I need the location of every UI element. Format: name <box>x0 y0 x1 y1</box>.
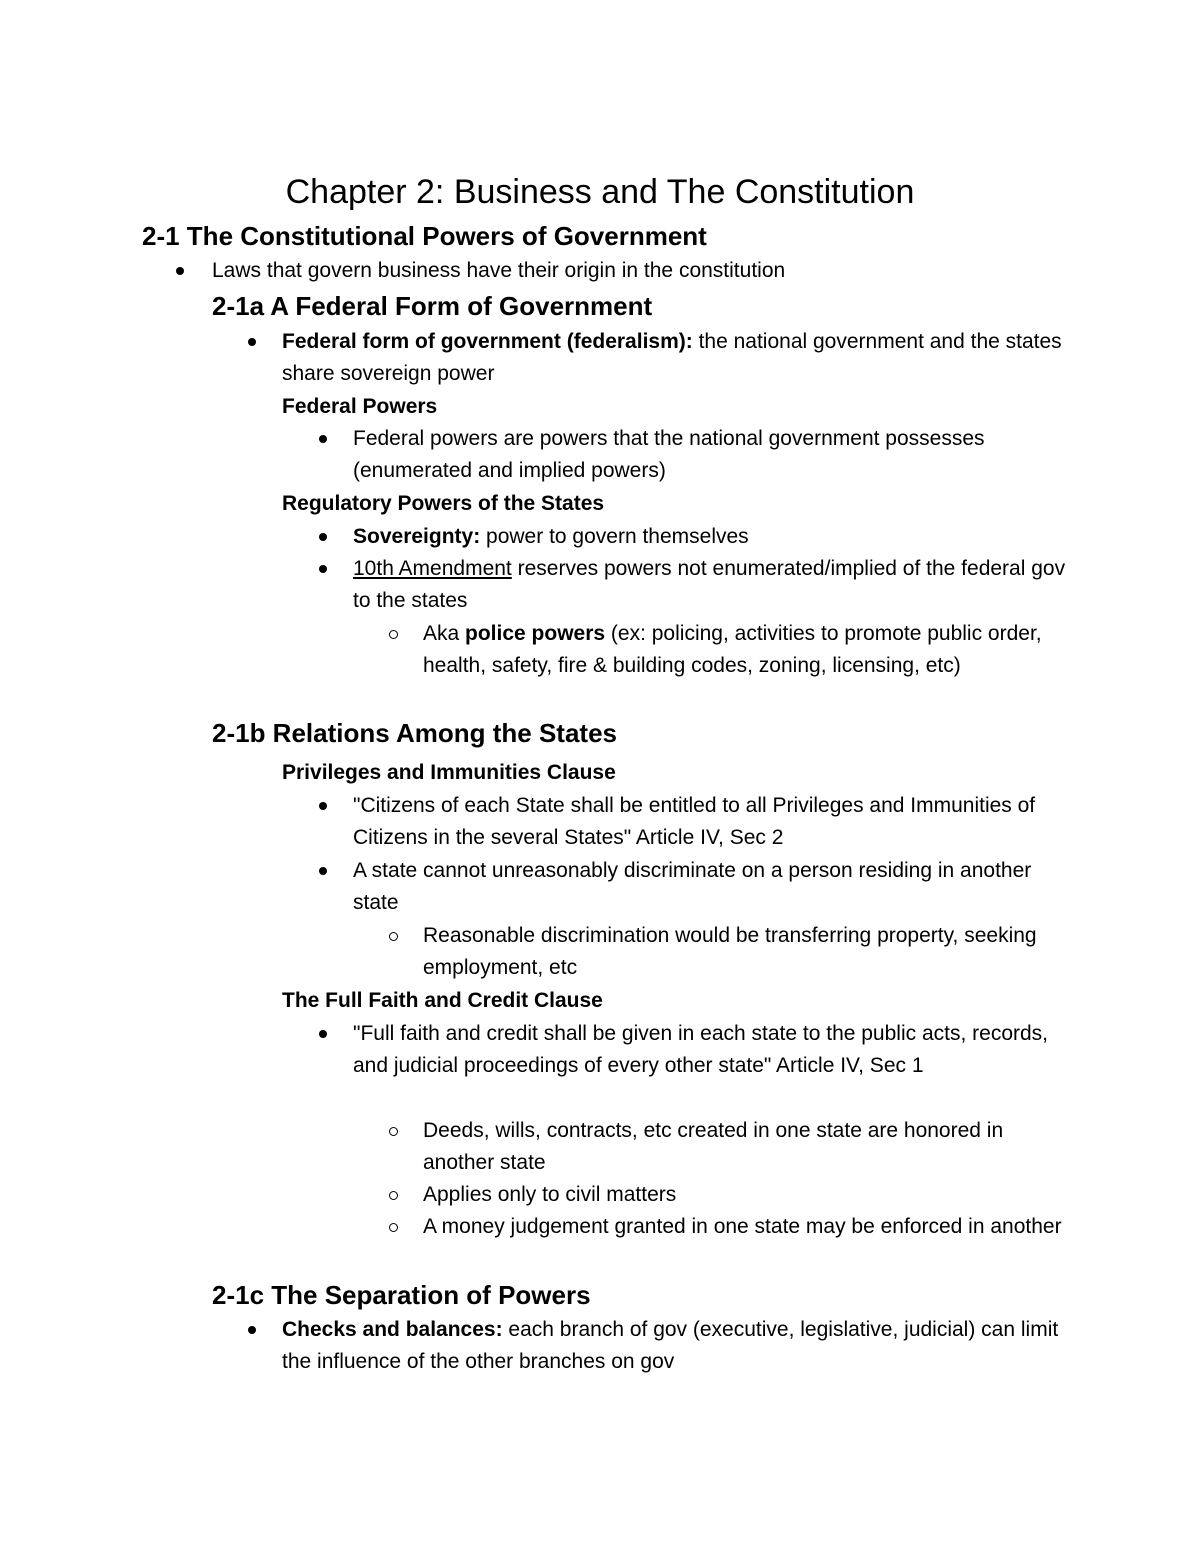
circle-bullet-icon <box>389 1223 398 1232</box>
circle-bullet-icon <box>389 1127 398 1136</box>
bullet-icon <box>319 1030 327 1038</box>
section-heading-2-1: 2-1 The Constitutional Powers of Government <box>142 221 707 251</box>
term-checks-balances: Checks and balances: <box>282 1318 503 1341</box>
list-item <box>212 255 1112 287</box>
list-item <box>353 1018 1073 1082</box>
definition-federalism: the national government and the states share sovereign power <box>282 330 1062 385</box>
tenth-amendment-link[interactable]: 10th Amendment <box>353 557 512 580</box>
subheading-privileges-immunities: Privileges and Immunities Clause <box>282 761 616 784</box>
list-item <box>423 618 1063 682</box>
list-item-text <box>423 618 1063 682</box>
term-federalism: Federal form of government (federalism): <box>282 330 693 353</box>
list-item-text <box>353 553 1073 617</box>
list-item-text <box>353 521 1073 553</box>
list-item-text: Reasonable discrimination would be transferring property, seeking employment, etc <box>423 924 1037 979</box>
list-item <box>282 326 1072 390</box>
list-item-text: Applies only to civil matters <box>423 1183 677 1206</box>
list-item-text: Laws that govern business have their origin in the constitution <box>212 259 786 282</box>
definition-sovereignty: power to govern themselves <box>480 525 749 548</box>
definition-checks-balances: each branch of gov (executive, legislative, judicial) can limit the influence of the other branches on gov <box>282 1318 1059 1373</box>
section-heading-2-1c: 2-1c The Separation of Powers <box>212 1280 591 1310</box>
section-heading-2-1a: 2-1a A Federal Form of Government <box>212 291 653 321</box>
term-police-powers: police powers <box>465 622 606 645</box>
list-item <box>423 920 1063 984</box>
list-item <box>423 1115 1063 1179</box>
bullet-icon <box>319 533 327 541</box>
circle-bullet-icon <box>389 630 398 639</box>
police-powers-text: (ex: policing, activities to promote public order, health, safety, fire & building codes, zoning, licensing, etc) <box>423 622 1042 677</box>
tenth-amendment-text: reserves powers not enumerated/implied of the federal gov to the states <box>353 557 1066 612</box>
list-item-text: Deeds, wills, contracts, etc created in one state are honored in another state <box>423 1119 1004 1174</box>
police-prefix: Aka <box>423 622 466 645</box>
list-item <box>353 855 1073 919</box>
list-item-text: A money judgement granted in one state may be enforced in another <box>423 1215 1062 1238</box>
list-item <box>423 1179 1063 1211</box>
bullet-icon <box>176 267 184 275</box>
list-item <box>423 1211 1063 1243</box>
bullet-icon <box>319 565 327 573</box>
list-item-text <box>282 326 1072 390</box>
subheading-regulatory-powers: Regulatory Powers of the States <box>282 492 605 515</box>
list-item <box>353 553 1073 617</box>
bullet-icon <box>319 867 327 875</box>
list-item-text: "Citizens of each State shall be entitled to all Privileges and Immunities of Citizens in the several States" Article IV, Sec 2 <box>353 794 1036 849</box>
circle-bullet-icon <box>389 932 398 941</box>
list-item-text <box>282 1314 1072 1378</box>
list-item <box>353 423 1073 487</box>
circle-bullet-icon <box>389 1191 398 1200</box>
list-item-text: Federal powers are powers that the national government possesses (enumerated and implied powers) <box>353 427 985 482</box>
list-item <box>353 790 1073 854</box>
bullet-icon <box>319 802 327 810</box>
list-item <box>353 521 1073 553</box>
list-item-text: "Full faith and credit shall be given in each state to the public acts, records, and judicial proceedings of every other state" Article IV, Sec 1 <box>353 1022 1048 1077</box>
bullet-icon <box>248 338 256 346</box>
list-item-text: A state cannot unreasonably discriminate on a person residing in another state <box>353 859 1032 914</box>
bullet-icon <box>319 435 327 443</box>
page-title: Chapter 2: Business and The Constitution <box>285 173 915 211</box>
list-item <box>282 1314 1072 1378</box>
subheading-federal-powers: Federal Powers <box>282 395 438 418</box>
term-sovereignty: Sovereignty: <box>353 525 481 548</box>
section-heading-2-1b: 2-1b Relations Among the States <box>212 718 617 748</box>
bullet-icon <box>248 1326 256 1334</box>
subheading-full-faith-credit: The Full Faith and Credit Clause <box>282 989 603 1012</box>
